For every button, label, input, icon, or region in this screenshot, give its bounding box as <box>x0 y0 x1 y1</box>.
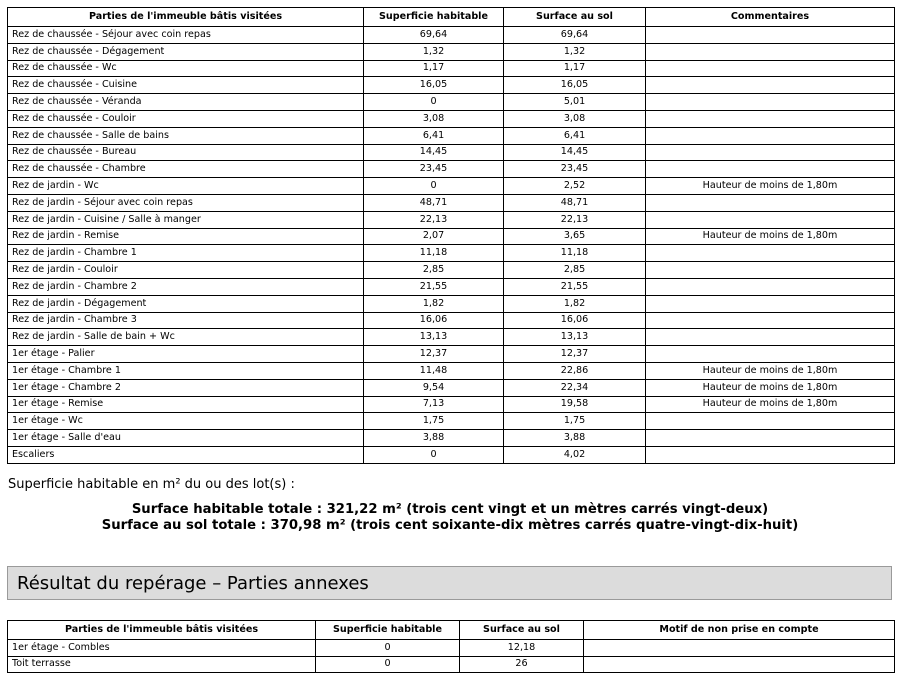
sol-total: Surface au sol totale : 370,98 m² (trois cent soixante-dix mètres carrés quatre-vingt-dix-huit) <box>101 518 799 533</box>
cell-comment <box>646 60 895 77</box>
header-surface-au-sol: Surface au sol <box>460 621 584 640</box>
cell-partie: Rez de chaussée - Chambre <box>8 161 364 178</box>
table-row <box>8 379 895 396</box>
cell-partie: Rez de chaussée - Séjour avec coin repas <box>8 27 364 44</box>
table-row <box>8 640 895 657</box>
section-title: Résultat du repérage – Parties annexes <box>7 566 892 600</box>
table-row <box>8 295 895 312</box>
table-row <box>8 656 895 673</box>
cell-comment <box>646 194 895 211</box>
cell-superficie-habitable: 3,88 <box>364 430 504 447</box>
totals-block <box>0 502 900 534</box>
cell-comment <box>646 43 895 60</box>
cell-partie: 1er étage - Chambre 2 <box>8 379 364 396</box>
cell-superficie-habitable: 1,75 <box>364 413 504 430</box>
cell-comment <box>646 295 895 312</box>
cell-surface-au-sol: 16,05 <box>504 77 646 94</box>
cell-comment <box>646 413 895 430</box>
habitable-total: Surface habitable totale : 321,22 m² (trois cent vingt et un mètres carrés vingt-deux) <box>131 502 769 517</box>
summary-label: Superficie habitable en m² du ou des lot(s) : <box>8 477 295 492</box>
table-row <box>8 194 895 211</box>
cell-comment <box>646 245 895 262</box>
cell-comment <box>646 27 895 44</box>
cell-surface-au-sol: 14,45 <box>504 144 646 161</box>
cell-surface-au-sol: 4,02 <box>504 446 646 463</box>
table-header-row <box>8 8 895 27</box>
cell-superficie-habitable: 2,85 <box>364 262 504 279</box>
cell-superficie-habitable: 1,82 <box>364 295 504 312</box>
cell-superficie-habitable: 0 <box>364 178 504 195</box>
cell-surface-au-sol: 12,18 <box>460 640 584 657</box>
cell-partie: Rez de jardin - Chambre 1 <box>8 245 364 262</box>
table-row <box>8 278 895 295</box>
cell-comment <box>646 144 895 161</box>
table-row <box>8 110 895 127</box>
cell-surface-au-sol: 16,06 <box>504 312 646 329</box>
cell-superficie-habitable: 16,05 <box>364 77 504 94</box>
rooms-surface-table <box>7 7 895 464</box>
cell-comment <box>646 446 895 463</box>
cell-comment <box>584 656 895 673</box>
cell-partie: Escaliers <box>8 446 364 463</box>
table-row <box>8 60 895 77</box>
header-surface-au-sol: Surface au sol <box>504 8 646 27</box>
cell-partie: Rez de chaussée - Couloir <box>8 110 364 127</box>
table-row <box>8 413 895 430</box>
header-commentaires: Commentaires <box>646 8 895 27</box>
table-row <box>8 211 895 228</box>
cell-superficie-habitable: 3,08 <box>364 110 504 127</box>
header-parties: Parties de l'immeuble bâtis visitées <box>8 8 364 27</box>
cell-partie: 1er étage - Wc <box>8 413 364 430</box>
cell-partie: Rez de jardin - Couloir <box>8 262 364 279</box>
cell-superficie-habitable: 13,13 <box>364 329 504 346</box>
cell-partie: Rez de chaussée - Wc <box>8 60 364 77</box>
cell-superficie-habitable: 14,45 <box>364 144 504 161</box>
cell-surface-au-sol: 26 <box>460 656 584 673</box>
cell-surface-au-sol: 11,18 <box>504 245 646 262</box>
table-row <box>8 446 895 463</box>
cell-comment: Hauteur de moins de 1,80m <box>646 178 895 195</box>
cell-comment <box>646 430 895 447</box>
cell-partie: 1er étage - Combles <box>8 640 316 657</box>
table-row <box>8 178 895 195</box>
table-row <box>8 262 895 279</box>
cell-superficie-habitable: 0 <box>364 94 504 111</box>
table-header-row <box>8 621 895 640</box>
header-superficie-habitable: Superficie habitable <box>316 621 460 640</box>
cell-partie: Rez de jardin - Chambre 2 <box>8 278 364 295</box>
cell-superficie-habitable: 0 <box>316 640 460 657</box>
cell-partie: Rez de chaussée - Bureau <box>8 144 364 161</box>
cell-partie: Rez de jardin - Wc <box>8 178 364 195</box>
header-superficie-habitable: Superficie habitable <box>364 8 504 27</box>
header-parties: Parties de l'immeuble bâtis visitées <box>8 621 316 640</box>
cell-comment <box>646 211 895 228</box>
table-row <box>8 329 895 346</box>
cell-comment <box>646 262 895 279</box>
cell-superficie-habitable: 21,55 <box>364 278 504 295</box>
cell-comment <box>646 77 895 94</box>
cell-superficie-habitable: 1,17 <box>364 60 504 77</box>
cell-partie: Rez de chaussée - Véranda <box>8 94 364 111</box>
cell-comment <box>584 640 895 657</box>
cell-comment: Hauteur de moins de 1,80m <box>646 396 895 413</box>
cell-comment <box>646 94 895 111</box>
cell-surface-au-sol: 1,75 <box>504 413 646 430</box>
cell-comment <box>646 346 895 363</box>
cell-surface-au-sol: 48,71 <box>504 194 646 211</box>
cell-superficie-habitable: 23,45 <box>364 161 504 178</box>
table-row <box>8 430 895 447</box>
cell-partie: 1er étage - Salle d'eau <box>8 430 364 447</box>
cell-partie: 1er étage - Chambre 1 <box>8 362 364 379</box>
cell-comment <box>646 278 895 295</box>
table-row <box>8 312 895 329</box>
table-row <box>8 27 895 44</box>
cell-superficie-habitable: 69,64 <box>364 27 504 44</box>
cell-surface-au-sol: 13,13 <box>504 329 646 346</box>
cell-surface-au-sol: 1,17 <box>504 60 646 77</box>
cell-surface-au-sol: 2,52 <box>504 178 646 195</box>
cell-surface-au-sol: 6,41 <box>504 127 646 144</box>
table-row <box>8 346 895 363</box>
cell-comment <box>646 127 895 144</box>
cell-superficie-habitable: 6,41 <box>364 127 504 144</box>
cell-surface-au-sol: 22,13 <box>504 211 646 228</box>
cell-partie: Rez de jardin - Cuisine / Salle à manger <box>8 211 364 228</box>
header-motif: Motif de non prise en compte <box>584 621 895 640</box>
cell-partie: Rez de chaussée - Cuisine <box>8 77 364 94</box>
cell-partie: 1er étage - Palier <box>8 346 364 363</box>
cell-superficie-habitable: 16,06 <box>364 312 504 329</box>
cell-superficie-habitable: 22,13 <box>364 211 504 228</box>
cell-partie: Rez de chaussée - Dégagement <box>8 43 364 60</box>
cell-comment <box>646 110 895 127</box>
cell-superficie-habitable: 0 <box>316 656 460 673</box>
cell-comment <box>646 312 895 329</box>
cell-partie: Rez de jardin - Remise <box>8 228 364 245</box>
cell-surface-au-sol: 1,32 <box>504 43 646 60</box>
annex-surface-table <box>7 620 895 673</box>
cell-surface-au-sol: 3,65 <box>504 228 646 245</box>
cell-superficie-habitable: 2,07 <box>364 228 504 245</box>
table-row <box>8 396 895 413</box>
cell-comment <box>646 161 895 178</box>
cell-partie: Rez de jardin - Dégagement <box>8 295 364 312</box>
cell-superficie-habitable: 0 <box>364 446 504 463</box>
cell-surface-au-sol: 12,37 <box>504 346 646 363</box>
cell-surface-au-sol: 69,64 <box>504 27 646 44</box>
cell-partie: Rez de jardin - Salle de bain + Wc <box>8 329 364 346</box>
table-row <box>8 94 895 111</box>
cell-superficie-habitable: 12,37 <box>364 346 504 363</box>
cell-partie: Rez de chaussée - Salle de bains <box>8 127 364 144</box>
cell-comment: Hauteur de moins de 1,80m <box>646 228 895 245</box>
cell-surface-au-sol: 19,58 <box>504 396 646 413</box>
cell-superficie-habitable: 11,48 <box>364 362 504 379</box>
cell-surface-au-sol: 5,01 <box>504 94 646 111</box>
cell-comment: Hauteur de moins de 1,80m <box>646 362 895 379</box>
cell-surface-au-sol: 22,34 <box>504 379 646 396</box>
table-row <box>8 362 895 379</box>
cell-superficie-habitable: 1,32 <box>364 43 504 60</box>
table-row <box>8 127 895 144</box>
cell-partie: 1er étage - Remise <box>8 396 364 413</box>
cell-comment <box>646 329 895 346</box>
cell-partie: Rez de jardin - Séjour avec coin repas <box>8 194 364 211</box>
cell-surface-au-sol: 21,55 <box>504 278 646 295</box>
table-row <box>8 245 895 262</box>
cell-superficie-habitable: 48,71 <box>364 194 504 211</box>
table-row <box>8 144 895 161</box>
cell-surface-au-sol: 3,08 <box>504 110 646 127</box>
table-row <box>8 161 895 178</box>
cell-superficie-habitable: 11,18 <box>364 245 504 262</box>
table-row <box>8 228 895 245</box>
cell-surface-au-sol: 23,45 <box>504 161 646 178</box>
table-row <box>8 77 895 94</box>
cell-partie: Rez de jardin - Chambre 3 <box>8 312 364 329</box>
cell-surface-au-sol: 2,85 <box>504 262 646 279</box>
cell-comment: Hauteur de moins de 1,80m <box>646 379 895 396</box>
cell-partie: Toit terrasse <box>8 656 316 673</box>
cell-surface-au-sol: 1,82 <box>504 295 646 312</box>
cell-surface-au-sol: 3,88 <box>504 430 646 447</box>
table-row <box>8 43 895 60</box>
cell-superficie-habitable: 7,13 <box>364 396 504 413</box>
cell-surface-au-sol: 22,86 <box>504 362 646 379</box>
cell-superficie-habitable: 9,54 <box>364 379 504 396</box>
